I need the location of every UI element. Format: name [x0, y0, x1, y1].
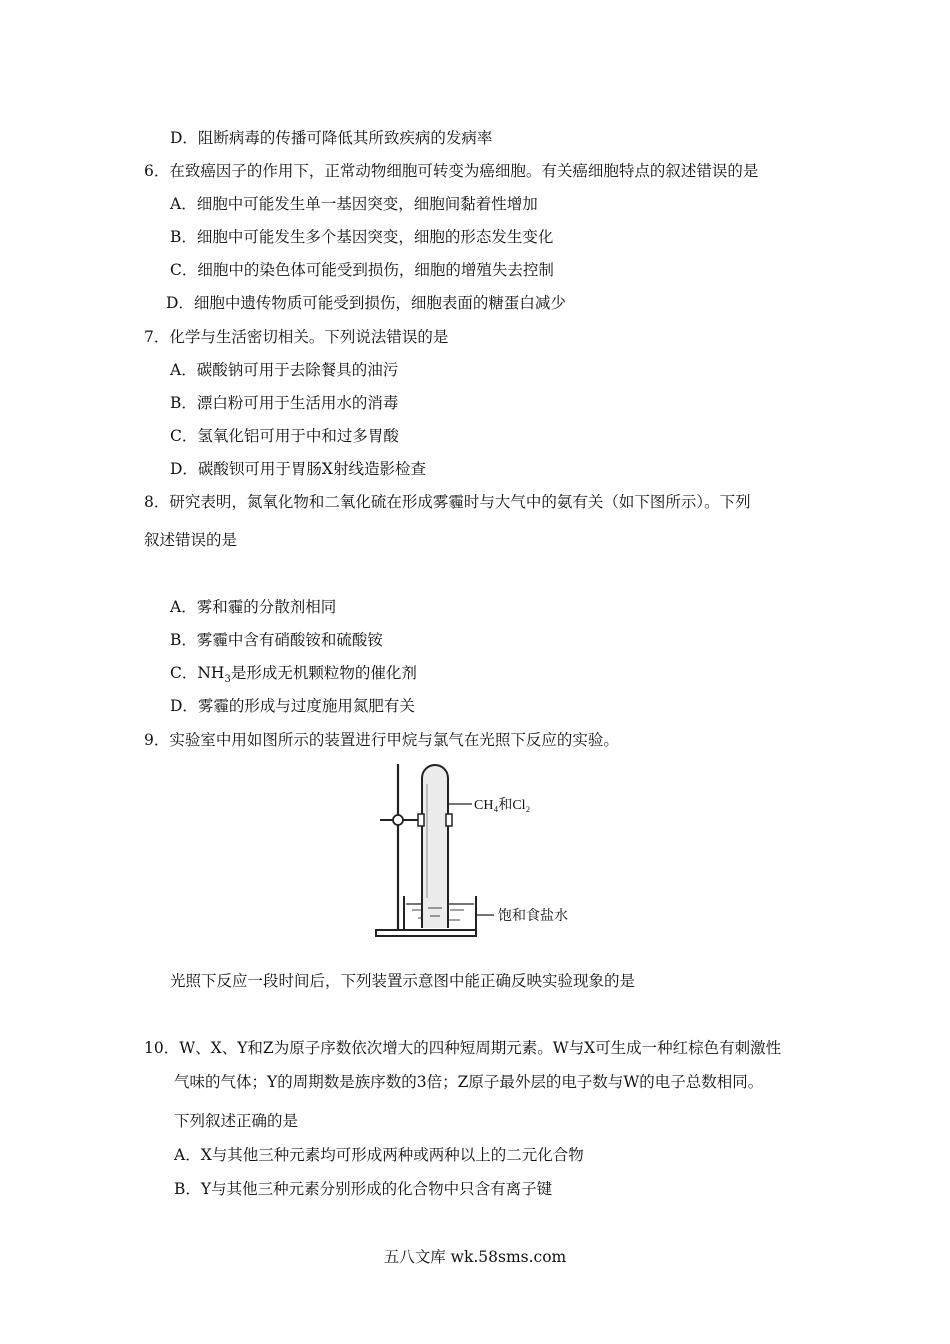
q8-stem-line1: 8．研究表明，氮氧化物和二氧化硫在形成雾霾时与大气中的氨有关（如下图所示）。下列 [144, 493, 751, 511]
q9-follow-up: 光照下反应一段时间后，下列装置示意图中能正确反映实验现象的是 [170, 972, 636, 990]
q10-option-a: A．X与其他三种元素均可形成两种或两种以上的二元化合物 [174, 1146, 584, 1164]
q6-option-d: D．细胞中遗传物质可能受到损伤，细胞表面的糖蛋白减少 [166, 294, 566, 312]
q7-option-c: C．氢氧化铝可用于中和过多胃酸 [170, 427, 399, 445]
q6-option-c: C．细胞中的染色体可能受到损伤，细胞的增殖失去控制 [170, 261, 554, 279]
q6-stem: 6．在致癌因子的作用下，正常动物细胞可转变为癌细胞。有关癌细胞特点的叙述错误的是 [144, 162, 759, 180]
q10-option-b: B．Y与其他三种元素分别形成的化合物中只含有离子键 [174, 1180, 553, 1198]
q7-option-d: D．碳酸钡可用于胃肠X射线造影检查 [170, 460, 426, 478]
q10-stem-line1: 10．W、X、Y和Z为原子序数依次增大的四种短周期元素。W与X可生成一种红棕色有刺激性 [144, 1039, 782, 1057]
q8-stem-line2: 叙述错误的是 [144, 531, 238, 549]
clamp-knob [393, 815, 403, 825]
q7-option-a: A．碳酸钠可用于去除餐具的油污 [170, 361, 399, 379]
gas-label: CH₄和Cl₂ [474, 798, 531, 813]
q8-option-c-prefix: C．NH [170, 664, 225, 682]
q10-stem-line3: 下列叙述正确的是 [174, 1112, 299, 1130]
q8-option-c [170, 662, 417, 691]
footer-source: 五八文库 wk.58sms.com [383, 1248, 567, 1266]
test-tube [422, 765, 448, 928]
q8-option-b: B．雾霾中含有硝酸铵和硫酸铵 [170, 631, 383, 649]
q7-stem: 7．化学与生活密切相关。下列说法错误的是 [144, 328, 449, 346]
q9-stem: 9．实验室中用如图所示的装置进行甲烷与氯气在光照下反应的实验。 [144, 731, 619, 749]
q10-stem-line2: 气味的气体；Y的周期数是族序数的3倍；Z原子最外层的电子数与W的电子总数相同。 [174, 1073, 764, 1091]
q8-option-c-suffix: 是形成无机颗粒物的催化剂 [230, 664, 417, 682]
q7-option-b: B．漂白粉可用于生活用水的消毒 [170, 394, 399, 412]
q8-option-d: D．雾霾的形成与过度施用氮肥有关 [170, 697, 415, 715]
experiment-apparatus-figure [362, 758, 594, 944]
q5-option-d: D．阻断病毒的传播可降低其所致疾病的发病率 [170, 129, 493, 147]
q6-option-b: B．细胞中可能发生多个基因突变，细胞的形态发生变化 [170, 228, 554, 246]
q8-option-c-subscript: 3 [224, 674, 231, 686]
q8-option-a: A．雾和霾的分散剂相同 [170, 598, 337, 616]
liquid-label: 饱和食盐水 [498, 908, 568, 924]
q6-option-a: A．细胞中可能发生单一基因突变，细胞间黏着性增加 [170, 195, 538, 213]
